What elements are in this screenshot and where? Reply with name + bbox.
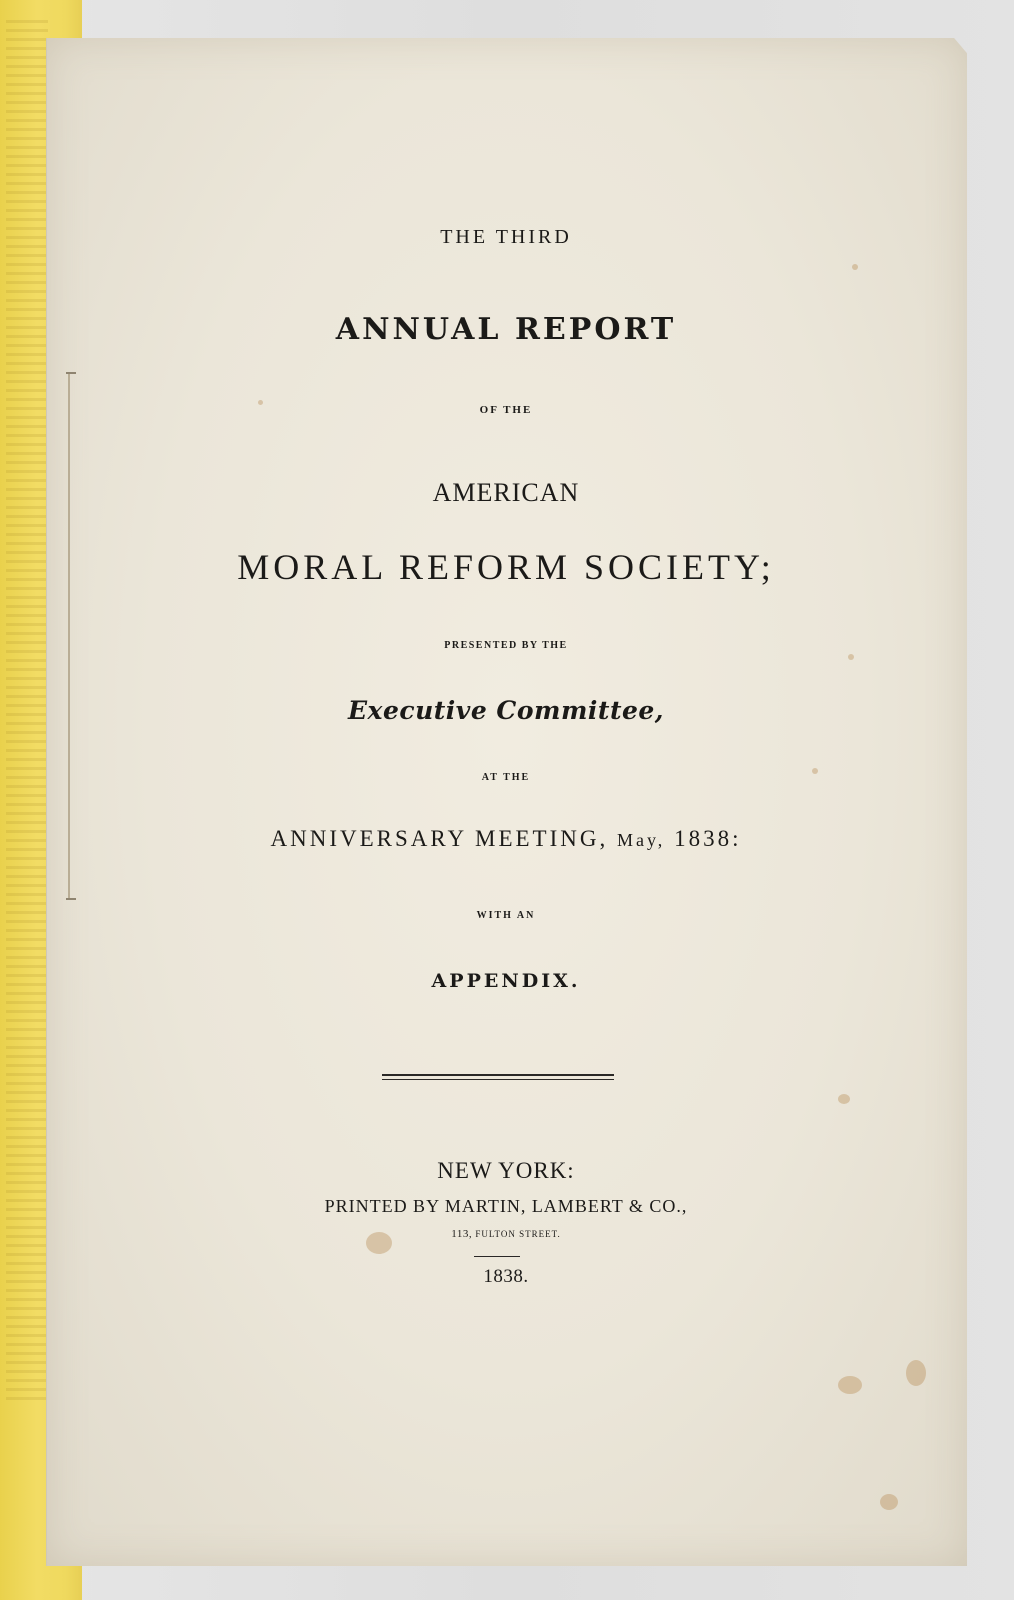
- binding-stitch: [68, 372, 84, 900]
- meeting-year: 1838:: [674, 826, 742, 851]
- imprint-street: [46, 1228, 966, 1240]
- meeting-line: [46, 826, 966, 852]
- title-line-of-the: OF THE: [479, 404, 533, 416]
- appendix-line: APPENDIX.: [431, 970, 581, 992]
- cover-edge-pattern: [6, 20, 48, 1400]
- foxing-spot: [838, 1094, 850, 1104]
- committee-name: Executive Committee,: [347, 696, 665, 725]
- imprint-printer: PRINTED BY MARTIN, LAMBERT & CO.,: [324, 1196, 688, 1216]
- presented-by-line: PRESENTED BY THE: [444, 640, 568, 651]
- imprint-year: 1838.: [483, 1266, 529, 1287]
- foxing-spot: [906, 1360, 926, 1386]
- with-an-line: WITH AN: [476, 910, 536, 921]
- foxing-spot: [838, 1376, 862, 1394]
- title-page-sheet: [46, 38, 967, 1566]
- foxing-spot: [848, 654, 854, 660]
- society-name: MORAL REFORM SOCIETY;: [237, 547, 775, 587]
- meeting-label: ANNIVERSARY MEETING,: [270, 826, 609, 851]
- foxing-spot: [880, 1494, 898, 1510]
- title-line-the-third: THE THIRD: [440, 226, 572, 248]
- street-name: FULTON STREET.: [475, 1229, 561, 1239]
- title-line-american: AMERICAN: [432, 478, 580, 507]
- street-number: 113,: [451, 1228, 473, 1240]
- imprint-city: NEW YORK:: [437, 1158, 575, 1183]
- title-line-annual-report: ANNUAL REPORT: [335, 312, 677, 347]
- double-rule-bottom: [382, 1079, 614, 1080]
- short-rule: [474, 1256, 520, 1257]
- meeting-month: May,: [616, 830, 666, 850]
- at-the-line: AT THE: [481, 772, 531, 783]
- double-rule-top: [382, 1074, 614, 1076]
- foxing-spot: [852, 264, 858, 270]
